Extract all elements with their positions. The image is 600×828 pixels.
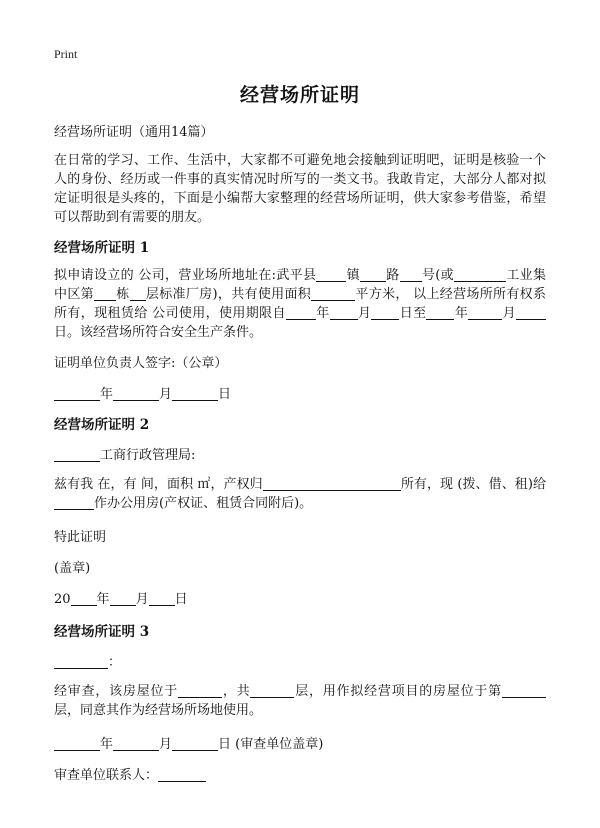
section-3-body: 经审查，该房屋位于 ，共 层，用作拟经营项目的房屋位于第层，同意其作为经营场所场地使用。 — [54, 682, 546, 720]
blank — [54, 736, 100, 751]
blank — [113, 736, 159, 751]
section-1-date: 年 月 日 — [54, 383, 546, 402]
blank — [178, 683, 222, 698]
blank — [149, 591, 175, 606]
blank — [172, 736, 218, 751]
section-2-special: 特此证明 — [54, 530, 107, 545]
blank — [360, 267, 386, 282]
blank — [371, 305, 399, 320]
section-1-heading: 经营场所证明 1 — [54, 240, 150, 256]
section-3-contact: 审查单位联系人： — [54, 764, 546, 783]
section-3-heading: 经营场所证明 3 — [54, 624, 150, 640]
blank — [454, 267, 506, 282]
blank — [54, 654, 108, 669]
blank — [400, 267, 422, 282]
subtitle: 经营场所证明（通用14篇） — [54, 125, 214, 140]
section-2-body: 兹有我 在，有 间，面积 ㎡，产权归 所有，现 (拨、借、租)给作办公用房(产权证、租赁合同附后)。 — [54, 477, 546, 511]
blank — [316, 267, 346, 282]
blank — [286, 305, 316, 320]
blank — [468, 305, 502, 320]
blank — [110, 591, 136, 606]
blank — [330, 305, 358, 320]
section-2-date: 20 年 月 日 — [54, 592, 188, 607]
blank — [172, 386, 218, 401]
blank — [263, 476, 401, 491]
blank — [426, 305, 454, 320]
blank — [54, 386, 100, 401]
section-2-recipient: 工商行政管理局: — [54, 444, 546, 463]
print-link[interactable]: Print — [54, 47, 78, 61]
section-1-signer: 证明单位负责人签字:（公章） — [54, 356, 228, 371]
blank — [311, 286, 355, 301]
section-3-date: 年 月 日 (审查单位盖章) — [54, 733, 546, 752]
blank — [54, 447, 100, 462]
section-2-seal: (盖章) — [54, 561, 91, 576]
section-3-recipient: ： — [54, 651, 546, 670]
page-title: 经营场所证明 — [239, 84, 360, 106]
blank — [94, 286, 116, 301]
blank — [113, 386, 159, 401]
section-2-heading: 经营场所证明 2 — [54, 417, 150, 433]
blank — [502, 683, 546, 698]
blank — [71, 591, 97, 606]
intro-paragraph: 在日常的学习、工作、生活中，大家都不可避免地会接触到证明吧，证明是核验一个人的身份、经历或一件事的真实情况时所写的一类文书。我敢肯定，大部分人都对拟定证明很是头疼的，下面是小编帮大家整理的经营场所证明，供大家参考借鉴，希望可以帮助到有需要的朋友。 — [54, 153, 546, 225]
blank — [158, 767, 206, 782]
blank — [250, 683, 294, 698]
blank — [130, 286, 146, 301]
section-1-body: 拟申请设立的 公司，营业场所地址在:武平县 镇 路 号(或 工业集中区第 栋 层标准厂房)，共有使用面积 平方米， 以上经营场所所有权系 所有，现租赁给 公司使用，使用期限自 年 月 日至 年 月日。该经营场所符合安全生产条件。 — [54, 268, 546, 340]
blank — [54, 495, 94, 510]
blank — [516, 305, 546, 320]
